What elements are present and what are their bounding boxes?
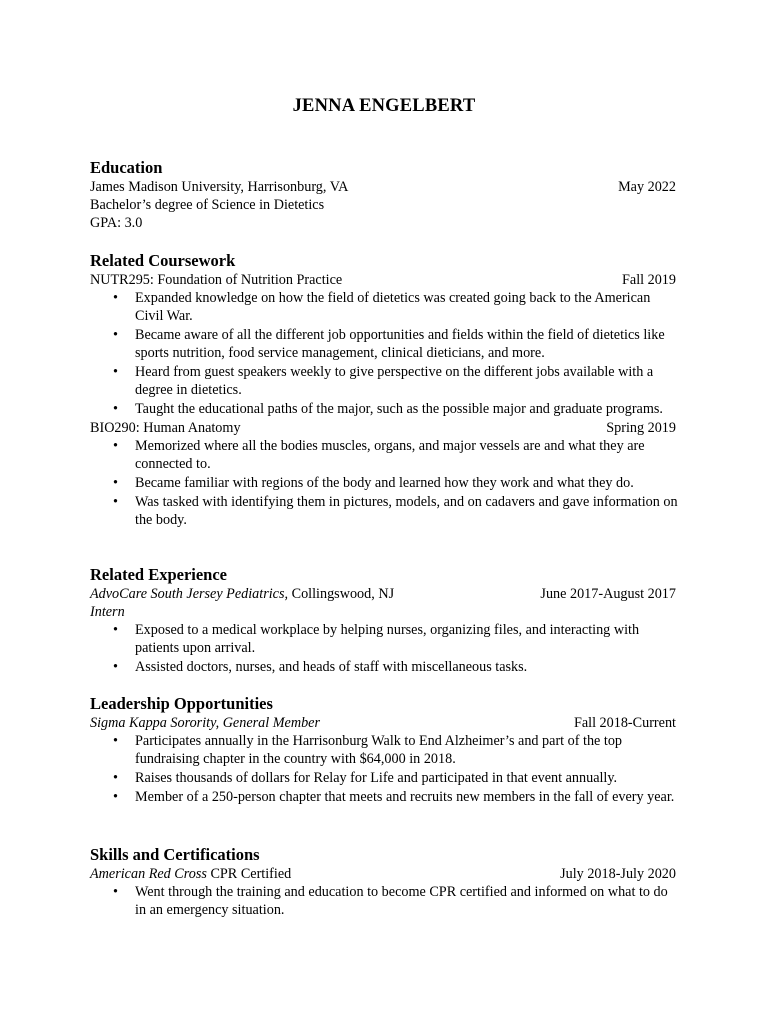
education-section [90, 158, 680, 232]
education-gpa: GPA: 3.0 [90, 215, 143, 231]
skills-date: July 2018-July 2020 [560, 866, 676, 882]
leadership-heading: Leadership Opportunities [90, 694, 273, 713]
skills-heading: Skills and Certifications [90, 845, 260, 864]
coursework-heading: Related Coursework [90, 251, 236, 270]
leadership-org: Sigma Kappa Sorority, General Member [90, 715, 320, 731]
bullet-text: Became familiar with regions of the body and learned how they work and what they do. [135, 475, 634, 491]
bullet-text: Exposed to a medical workplace by helping nurses, organizing files, and interacting with patients upon arrival. [135, 622, 640, 656]
experience-heading: Related Experience [90, 565, 228, 584]
course-date: Spring 2019 [606, 420, 676, 436]
experience-org: AdvoCare South Jersey Pediatrics, [90, 586, 289, 602]
leadership-date: Fall 2018-Current [573, 715, 676, 731]
list-item [90, 363, 680, 399]
course-date: Fall 2019 [622, 272, 676, 288]
bullet-icon: • [113, 622, 118, 638]
list-item [90, 289, 680, 325]
leadership-section [90, 694, 680, 807]
bullet-icon: • [113, 494, 118, 510]
bullet-icon: • [113, 438, 118, 454]
list-item [90, 732, 680, 768]
bullet-icon: • [113, 290, 118, 306]
list-item [90, 883, 680, 919]
skills-cert: CPR Certified [206, 866, 292, 882]
bullet-text: Became aware of all the different job opportunities and fields within the field of dietetics like sports nutrition, food service management, clinical dieticians, and more. [135, 327, 665, 361]
coursework-section [90, 251, 680, 530]
course-row [90, 271, 680, 289]
bullet-icon: • [113, 364, 118, 380]
bullet-icon: • [113, 733, 118, 749]
education-school-row [90, 178, 680, 196]
list-item [90, 621, 680, 657]
skills-row [90, 865, 680, 883]
education-degree: Bachelor’s degree of Science in Dietetics [90, 197, 325, 213]
experience-location: Collingswood, NJ [288, 586, 395, 602]
education-school: James Madison University, Harrisonburg, VA [90, 179, 349, 195]
leadership-bullet-list [90, 732, 680, 806]
course-bullet-list [90, 437, 680, 529]
bullet-icon: • [113, 884, 118, 900]
bullet-text: Raises thousands of dollars for Relay for Life and participated in that event annually. [135, 770, 618, 786]
bullet-icon: • [113, 475, 118, 491]
bullet-icon: • [113, 401, 118, 417]
bullet-text: Member of a 250-person chapter that meets and recruits new members in the fall of every year. [135, 789, 675, 805]
bullet-icon: • [113, 659, 118, 675]
bullet-text: Assisted doctors, nurses, and heads of staff with miscellaneous tasks. [135, 659, 528, 675]
education-date: May 2022 [618, 179, 676, 195]
course-title: NUTR295: Foundation of Nutrition Practice [90, 272, 343, 288]
bullet-text: Heard from guest speakers weekly to give perspective on the different jobs available with a degree in dietetics. [135, 364, 654, 398]
course-row [90, 419, 680, 437]
bullet-text: Expanded knowledge on how the field of dietetics was created going back to the American Civil War. [135, 290, 651, 324]
experience-date: June 2017-August 2017 [540, 586, 676, 602]
list-item [90, 326, 680, 362]
list-item [90, 493, 680, 529]
course-bullet-list [90, 289, 680, 418]
list-item [90, 788, 680, 806]
bullet-text: Participates annually in the Harrisonburg Walk to End Alzheimer’s and part of the top fundraising chapter in the country with $64,000 in 2018. [135, 733, 623, 767]
education-heading: Education [90, 158, 163, 177]
bullet-text: Memorized where all the bodies muscles, organs, and major vessels are and what they are connected to. [135, 438, 645, 472]
bullet-icon: • [113, 770, 118, 786]
experience-section [90, 565, 680, 677]
experience-row [90, 585, 680, 603]
list-item [90, 474, 680, 492]
bullet-text: Was tasked with identifying them in pictures, models, and on cadavers and gave information on the body. [135, 494, 678, 528]
experience-role: Intern [90, 604, 125, 620]
resume-name: JENNA ENGELBERT [292, 96, 476, 116]
bullet-icon: • [113, 789, 118, 805]
bullet-icon: • [113, 327, 118, 343]
list-item [90, 400, 680, 418]
course-title: BIO290: Human Anatomy [90, 420, 241, 436]
skills-bullet-list [90, 883, 680, 919]
experience-bullet-list [90, 621, 680, 676]
leadership-row [90, 714, 680, 732]
list-item [90, 658, 680, 676]
bullet-text: Taught the educational paths of the major, such as the possible major and graduate programs. [135, 401, 663, 417]
skills-org: American Red Cross [90, 866, 207, 882]
skills-section [90, 845, 680, 920]
list-item [90, 437, 680, 473]
bullet-text: Went through the training and education to become CPR certified and informed on what to do in an emergency situation. [135, 884, 668, 918]
list-item [90, 769, 680, 787]
